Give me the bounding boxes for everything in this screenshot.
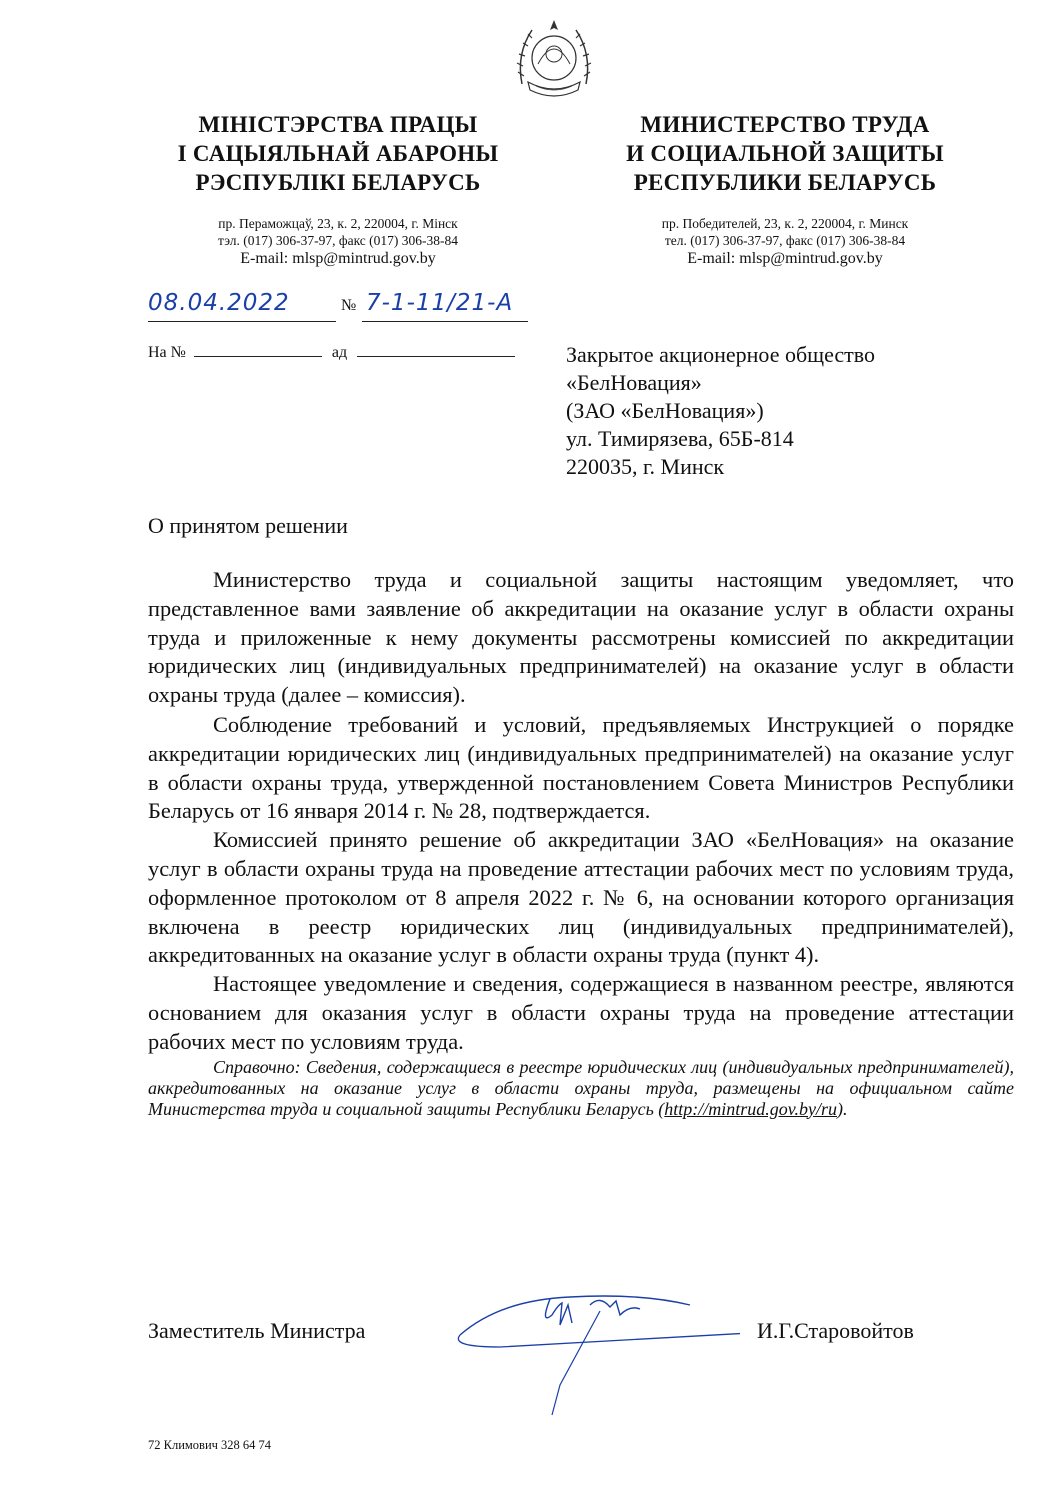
note-text: Справочно: Сведения, содержащиеся в реестре юридических лиц (индивидуальных предпринимателей), аккредитованных на оказание услуг в области охраны труда, размещены на официальном сайте Министерства труда и социальной защиты Республики Беларусь (: [148, 1056, 1014, 1119]
org-address: пр. Победителей, 23, к. 2, 220004, г. Минск: [661, 216, 909, 231]
org-name-line: І САЦЫЯЛЬНАЙ АБАРОНЫ: [177, 141, 499, 166]
org-email: E-mail: mlsp@mintrud.gov.by: [687, 250, 883, 267]
letter-subject: О принятом решении: [148, 513, 348, 538]
reference-line: [148, 344, 515, 362]
org-name-line: РЭСПУБЛІКІ БЕЛАРУСЬ: [195, 170, 481, 195]
letterhead-belarusian: [143, 110, 533, 269]
body-paragraph: Министерство труда и социальной защиты настоящим уведомляет, что представленное вами заявление об аккредитации на оказание услуг в области охраны труда и приложенные к нему документы рассмотрены комиссией по аккредитации юридических лиц (индивидуальных предпринимателей) на оказание услуг в области охраны труда (далее – комиссия).: [148, 567, 1014, 708]
note-end: ).: [836, 1098, 848, 1119]
body-paragraph: Соблюдение требований и условий, предъявляемых Инструкцией о порядке аккредитации юридических лиц (индивидуальных предпринимателей) на оказание услуг в области охраны труда, утвержденной постановлением Совета Министров Республики Беларусь от 16 января 2014 г. № 28, подтверждается.: [148, 711, 1014, 824]
signer-name: И.Г.Старовойтов: [757, 1318, 914, 1343]
org-phone: тел. (017) 306-37-97, факс (017) 306-38-84: [664, 233, 906, 248]
ref-number-label: На №: [148, 344, 186, 361]
org-phone: тэл. (017) 306-37-97, факс (017) 306-38-84: [217, 233, 459, 248]
recipient-line: ул. Тимирязева, 65Б-814: [566, 426, 794, 451]
body-paragraph: Настоящее уведомление и сведения, содержащиеся в названном реестре, являются основанием для оказания услуг в области охраны труда на проведение аттестации рабочих мест по условиям труда.: [148, 971, 1014, 1054]
letter-body: [148, 566, 1014, 1120]
registration-line: [148, 290, 528, 324]
footer-contact: 72 Климович 328 64 74: [148, 1438, 272, 1452]
recipient-line: (ЗАО «БелНовация»): [566, 398, 764, 423]
number-sign: №: [341, 297, 357, 314]
ref-date-label: ад: [331, 344, 348, 361]
recipient-block: [566, 341, 875, 481]
org-name-line: МИНИСТЕРСТВО ТРУДА: [640, 112, 930, 137]
recipient-line: «БелНовация»: [566, 370, 702, 395]
reference-note: [148, 1057, 1014, 1120]
org-email: E-mail: mlsp@mintrud.gov.by: [240, 250, 436, 267]
mintrud-link[interactable]: http://mintrud.gov.by/ru: [664, 1098, 837, 1119]
org-name-line: И СОЦИАЛЬНОЙ ЗАЩИТЫ: [626, 141, 944, 166]
org-address: пр. Пераможцаў, 23, к. 2, 220004, г. Мінск: [218, 216, 458, 231]
org-name-line: МІНІСТЭРСТВА ПРАЦЫ: [198, 112, 478, 137]
org-name-line: РЕСПУБЛИКИ БЕЛАРУСЬ: [633, 170, 937, 195]
recipient-line: Закрытое акционерное общество: [566, 342, 876, 367]
body-paragraph: Комиссией принято решение об аккредитации ЗАО «БелНовация» на оказание услуг в области охраны труда на проведение аттестации рабочих мест по условиям труда, оформленное протоколом от 8 апреля 2022 г. № 6, на основании которого организация включена в реестр юридических лиц (индивидуальных предпринимателей), аккредитованных на оказание услуг в области охраны труда (пункт 4).: [148, 827, 1014, 968]
belarus-state-emblem-icon: [508, 14, 600, 106]
handwritten-date: 08.04.2022: [148, 290, 290, 316]
signer-position: Заместитель Министра: [148, 1318, 366, 1343]
letterhead-russian: [590, 110, 980, 269]
handwritten-reg-number: 7-1-11/21-А: [366, 290, 514, 316]
handwritten-signature: [440, 1275, 740, 1425]
recipient-line: 220035, г. Минск: [566, 454, 725, 479]
